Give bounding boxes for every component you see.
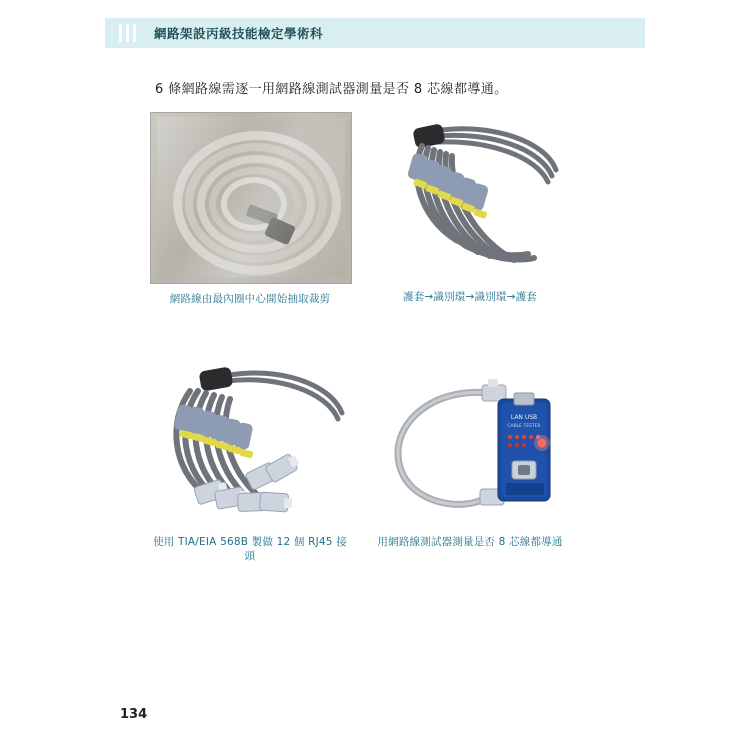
cable-bundle: [228, 373, 342, 419]
tester-brand-label: LAN USB: [510, 413, 538, 421]
cable-wrap-tape: [412, 123, 446, 149]
intro-text: 6 條網路線需逐一用網路線測試器測量是否 8 芯線都導通。: [155, 82, 508, 97]
header-bars-icon: [119, 24, 136, 42]
tester-model-label: CABLE TESTER: [507, 423, 541, 429]
figure-row-top: [150, 112, 600, 307]
figure-rj45-crimped-image: [150, 357, 350, 527]
figure-boots-rings-image: [370, 112, 570, 282]
figure-coiled-cable-caption: 網路線由最內圈中心開始抽取裁剪: [169, 293, 331, 305]
cable-wrap-tape: [199, 366, 234, 391]
rj45-plug-top: [482, 379, 506, 401]
tester-bottom-label: [506, 483, 544, 495]
cable-tester-body: [498, 393, 550, 501]
figure-boots-rings-caption: 護套→識別環→識別環→護套: [403, 291, 537, 303]
figure-grid: [150, 112, 600, 564]
header-title: 網路架設丙級技能檢定學術科: [154, 26, 324, 41]
figure-rj45-crimped-caption: 使用 TIA/EIA 568B 製做 12 個 RJ45 接頭: [153, 535, 347, 563]
figure-boots-rings: [370, 112, 570, 307]
figure-row-bottom: [150, 357, 600, 564]
figure-rj45-crimped: [150, 357, 350, 564]
tester-rj45-port: [514, 393, 534, 405]
page-number: 134: [120, 707, 148, 722]
figure-cable-tester-image: [370, 357, 570, 527]
figure-coiled-cable: [150, 112, 350, 307]
figure-coiled-cable-image: [150, 112, 352, 284]
loop-cable-highlight: [398, 392, 488, 504]
figure-cable-tester: [370, 357, 570, 564]
figure-cable-tester-caption: 用網路線測試器測量是否 8 芯線都導通: [377, 535, 563, 548]
page-header: [105, 18, 645, 48]
